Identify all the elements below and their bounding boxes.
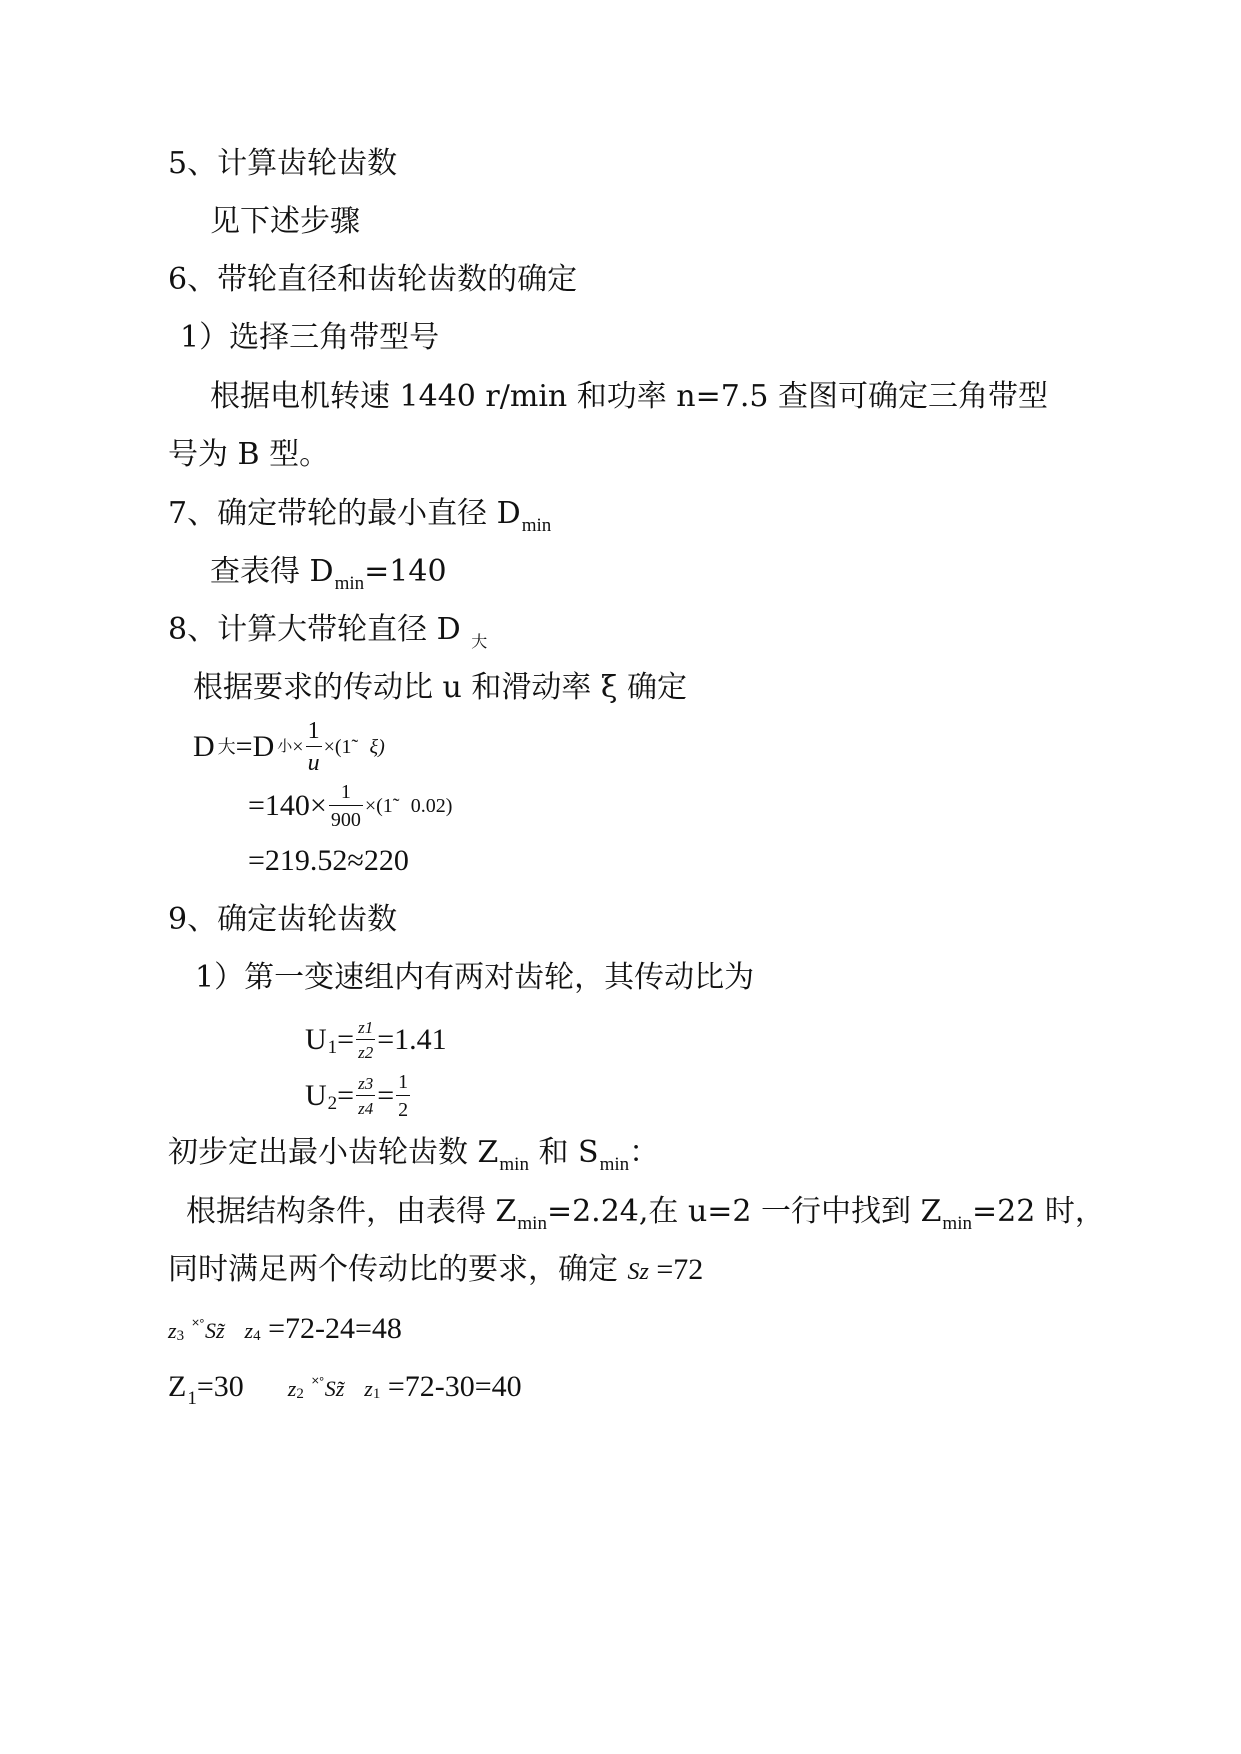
zmin-line-text-b: 和 S: [528, 1135, 599, 1170]
z3-z4-line: [168, 1311, 402, 1352]
formula-2-denominator: 900: [330, 809, 361, 832]
section-7-heading: [168, 496, 551, 536]
zmin-line-text-c: ：: [629, 1135, 660, 1170]
u2-ratio-denominator: 2: [398, 1099, 409, 1122]
u1-value: =1.41: [377, 1023, 447, 1057]
section-8-heading: [168, 612, 487, 652]
formula-2-numerator: 1: [329, 782, 363, 806]
u1-subscript: 1: [327, 1037, 338, 1058]
section-7-heading-text: 7、确定带轮的最小直径 D: [168, 496, 521, 531]
formula-1-left: D: [193, 730, 215, 764]
formula-2-tail-a: ×(1̃: [364, 795, 393, 818]
u2-equals-2: =: [377, 1079, 395, 1113]
section-6-heading: 6、带轮直径和齿轮齿数的确定: [168, 262, 578, 297]
u2-ratio-fraction: [396, 1072, 410, 1120]
both-ratios-text: 同时满足两个传动比的要求，确定: [168, 1252, 628, 1287]
u1-equals: =: [337, 1023, 355, 1057]
formula-1-times: ×: [292, 736, 304, 759]
zmin-line-sub-1: min: [499, 1154, 529, 1175]
u2-fraction: [356, 1075, 375, 1117]
u1-fraction: [356, 1019, 375, 1061]
z4-symbol: z: [244, 1318, 254, 1343]
formula-1-tail-b: ξ): [369, 736, 385, 759]
formula-3: =219.52≈220: [248, 844, 409, 877]
section-5-body: 见下述步骤: [210, 204, 360, 239]
u2-left: U: [305, 1079, 327, 1113]
section-7-body: [210, 554, 447, 594]
formula-1-denominator: u: [307, 750, 320, 777]
formula-2-prefix: =140×: [248, 789, 327, 823]
zmin-line: [168, 1135, 659, 1175]
section-7-body-value: =140: [364, 554, 447, 589]
formula-2-fraction: [329, 782, 363, 830]
z3-garbled-glyph: ˟˚: [192, 1316, 205, 1336]
section-7-body-subscript: min: [334, 573, 365, 594]
section-8-heading-text: 8、计算大带轮直径 D: [168, 612, 461, 647]
condition-line: [186, 1194, 1105, 1234]
z1-symbol: Z: [168, 1370, 187, 1403]
formula-2-tail-b: 0.02): [410, 795, 453, 818]
z1-z2-line: [168, 1369, 522, 1410]
z3-subscript: 3: [176, 1328, 185, 1344]
u2-formula: [305, 1066, 412, 1122]
section-6-step-1: 1）选择三角带型号: [180, 320, 440, 355]
z2-value: =72-30=40: [380, 1370, 522, 1403]
z3-symbol: z: [168, 1318, 177, 1343]
z3-sz-symbol: Sz̃: [204, 1318, 225, 1343]
u1-formula: [305, 1010, 447, 1066]
condition-line-text-c: =22 时，: [971, 1194, 1105, 1229]
section-7-body-text: 查表得 D: [210, 554, 334, 589]
section-9-heading: 9、确定齿轮齿数: [168, 902, 398, 937]
z4-value: =72-24=48: [260, 1312, 402, 1345]
formula-2: [248, 774, 452, 834]
z4-subscript: 4: [253, 1328, 261, 1344]
section-9-step-1: 1）第一变速组内有两对齿轮，其传动比为: [195, 960, 755, 995]
u2-ratio-numerator: 1: [396, 1072, 410, 1096]
both-ratios-sz: Sz: [627, 1259, 649, 1285]
formula-1-equals: =D: [235, 730, 275, 764]
section-8-intro: 根据要求的传动比 u 和滑动率 ξ 确定: [193, 670, 687, 705]
u2-numerator: z3: [356, 1075, 375, 1096]
z2-sz-symbol: Sz̃: [324, 1376, 345, 1401]
both-ratios-line: [168, 1252, 703, 1290]
condition-line-sub-1: min: [517, 1213, 547, 1234]
section-6-paragraph-line-2: 号为 B 型。: [168, 437, 330, 472]
section-6-paragraph-line-1: 根据电机转速 1440 r/min 和功率 n=7.5 查图可确定三角带型: [210, 379, 1049, 414]
condition-line-text-a: 根据结构条件，由表得 Z: [186, 1194, 517, 1229]
z1-value: =30: [196, 1370, 244, 1403]
zmin-line-text-a: 初步定出最小齿轮齿数 Z: [168, 1135, 499, 1170]
section-7-heading-subscript: min: [521, 515, 552, 536]
z2-symbol: z: [287, 1376, 297, 1401]
formula-1-tail-a: ×(1̃: [323, 736, 352, 759]
z1-term-subscript: 1: [372, 1386, 381, 1402]
formula-1-numerator: 1: [306, 719, 322, 747]
formula-1-small-sub: 小: [277, 739, 293, 756]
u1-denominator: z2: [358, 1043, 374, 1063]
u1-numerator: z1: [356, 1019, 375, 1040]
z1-term-symbol: z: [364, 1376, 373, 1401]
u2-equals: =: [337, 1079, 355, 1113]
formula-1-fraction: [306, 719, 322, 775]
u1-left: U: [305, 1023, 327, 1057]
formula-1-left-sub: 大: [217, 737, 236, 758]
formula-1: [193, 715, 385, 775]
both-ratios-value: =72: [648, 1253, 704, 1286]
u2-subscript: 2: [327, 1093, 338, 1114]
section-8-heading-subscript: 大: [471, 632, 488, 651]
condition-line-text-b: =2.24,在 u=2 一行中找到 Z: [546, 1194, 942, 1229]
z2-garbled-glyph: ˟˚: [311, 1374, 325, 1394]
u2-denominator: z4: [358, 1099, 374, 1119]
condition-line-sub-2: min: [942, 1213, 972, 1234]
section-5-heading: 5、计算齿轮齿数: [168, 146, 398, 181]
z1-subscript: 1: [187, 1388, 197, 1409]
z2-subscript: 2: [296, 1386, 304, 1402]
zmin-line-sub-2: min: [599, 1154, 630, 1175]
